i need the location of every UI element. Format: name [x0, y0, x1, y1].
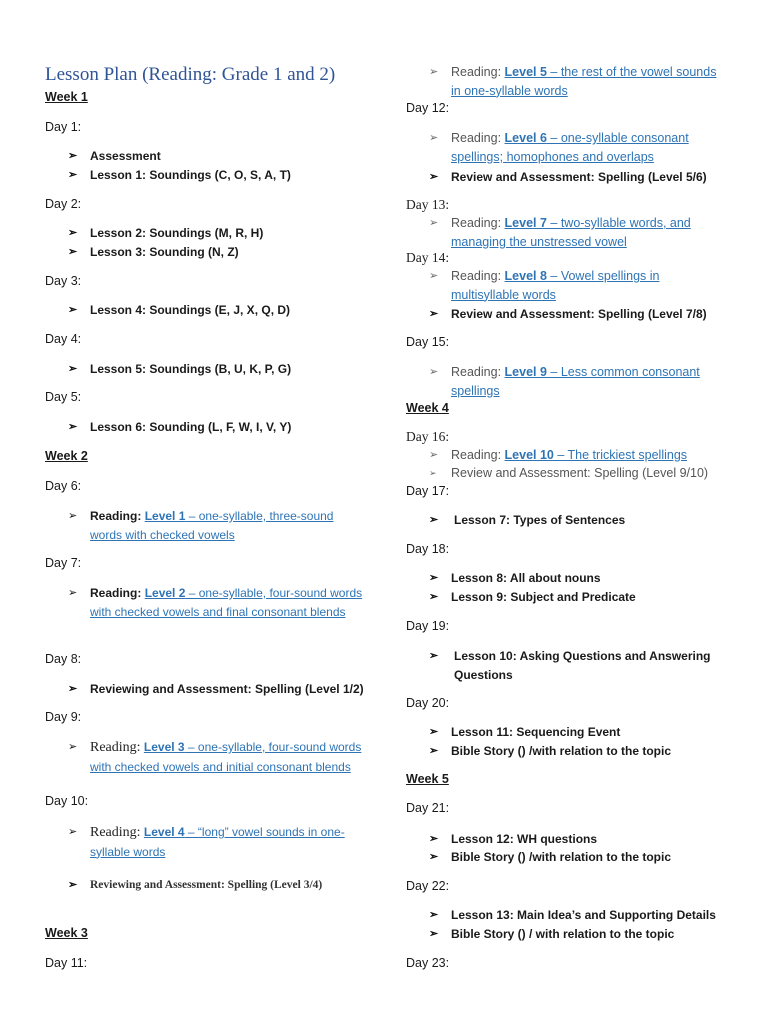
list-item: ➢ Reading: Level 9 – Less common consonant spellings [429, 365, 700, 398]
day-label: Day 10: [45, 794, 89, 808]
day-label: Day 3: [45, 274, 82, 288]
arrowhead-bullet-icon: ➢ [429, 650, 439, 662]
day-label: Day 21: [406, 801, 450, 815]
list-item: ➢ Lesson 8: All about nouns [429, 569, 729, 588]
day-label: Day 9: [45, 710, 82, 724]
list-item: ➢ Reading: Level 8 – Vowel spellings in multisyllable words [429, 269, 660, 302]
level-5-link[interactable]: Level 5 – the rest of the vowel sounds in one-syllable words [451, 65, 717, 98]
arrowhead-bullet-icon: ➢ [68, 150, 78, 162]
arrowhead-bullet-icon: ➢ [429, 468, 437, 478]
day-label: Day 17: [406, 484, 450, 498]
day-label: Day 20: [406, 696, 450, 710]
level-2-link[interactable]: Level 2 – one-syllable, four-sound words with checked vowels and final consonant blends [90, 586, 363, 619]
arrowhead-bullet-icon: ➢ [429, 928, 439, 940]
list-item: ➢ Reading: Level 6 – one-syllable consonant spellings; homophones and overlaps [429, 131, 689, 164]
arrowhead-bullet-icon: ➢ [429, 909, 439, 921]
arrowhead-bullet-icon: ➢ [429, 591, 439, 603]
arrowhead-bullet-icon: ➢ [68, 587, 78, 599]
list-item: ➢ Reading: Level 7 – two-syllable words, and managing the unstressed vowel [429, 216, 691, 249]
arrowhead-bullet-icon: ➢ [429, 726, 439, 738]
arrowhead-bullet-icon: ➢ [68, 741, 78, 753]
level-6-link[interactable]: Level 6 – one-syllable consonant spellings; homophones and overlaps [451, 131, 689, 164]
arrowhead-bullet-icon: ➢ [68, 683, 78, 695]
list-item: ➢ Reading: Level 1 – one-syllable, three-sound words with checked vowels [68, 509, 334, 542]
day-label: Day 8: [45, 652, 82, 666]
list-item: ➢ Bible Story () / with relation to the topic [429, 925, 729, 944]
arrowhead-bullet-icon: ➢ [429, 514, 439, 526]
arrowhead-bullet-icon: ➢ [68, 363, 78, 375]
week-heading: Week 4 [406, 401, 449, 415]
list-item: ➢ Bible Story () /with relation to the topic [429, 848, 729, 867]
arrowhead-bullet-icon: ➢ [68, 304, 78, 316]
week-heading: Week 1 [45, 90, 88, 104]
level-1-link[interactable]: Level 1 – one-syllable, three-sound words with checked vowels [90, 509, 334, 542]
level-8-link[interactable]: Level 8 – Vowel spellings in multisyllable words [451, 269, 660, 302]
arrowhead-bullet-icon: ➢ [429, 171, 439, 183]
list-item: ➢ Lesson 5: Soundings (B, U, K, P, G) [68, 360, 368, 379]
arrowhead-bullet-icon: ➢ [429, 132, 439, 144]
day-label: Day 14: [406, 250, 450, 265]
day-label: Day 12: [406, 101, 450, 115]
list-item: ➢ Lesson 12: WH questions [429, 830, 729, 849]
day-label: Day 23: [406, 956, 450, 970]
level-3-link[interactable]: Level 3 – one-syllable, four-sound words with checked vowels and initial consonant blends [90, 740, 362, 774]
level-9-link[interactable]: Level 9 – Less common consonant spellings [451, 365, 700, 398]
list-item: ➢ Lesson 4: Soundings (E, J, X, Q, D) [68, 301, 368, 320]
arrowhead-bullet-icon: ➢ [429, 270, 439, 282]
arrowhead-bullet-icon: ➢ [429, 745, 439, 757]
week-heading: Week 2 [45, 449, 88, 463]
list-item: ➢ Lesson 9: Subject and Predicate [429, 588, 729, 607]
arrowhead-bullet-icon: ➢ [68, 826, 78, 838]
day-label: Day 22: [406, 879, 450, 893]
arrowhead-bullet-icon: ➢ [68, 246, 78, 258]
list-item: ➢ Bible Story () /with relation to the topic [429, 742, 729, 761]
day-label: Day 6: [45, 479, 82, 493]
arrowhead-bullet-icon: ➢ [429, 449, 439, 461]
list-item: ➢ Reviewing and Assessment: Spelling (Level 1/2) [68, 680, 368, 699]
day-label: Day 5: [45, 390, 82, 404]
day-label: Day 16: [406, 429, 450, 444]
arrowhead-bullet-icon: ➢ [68, 227, 78, 239]
page-title: Lesson Plan (Reading: Grade 1 and 2) [45, 64, 336, 85]
day-label: Day 18: [406, 542, 450, 556]
level-10-link[interactable]: Level 10 – The trickiest spellings [504, 448, 688, 462]
arrowhead-bullet-icon: ➢ [429, 833, 439, 845]
list-item: ➢ Lesson 1: Soundings (C, O, S, A, T) [68, 166, 368, 185]
list-item: ➢ Lesson 13: Main Idea’s and Supporting Details [429, 906, 739, 925]
list-item: ➢ Lesson 6: Sounding (L, F, W, I, V, Y) [68, 418, 368, 437]
arrowhead-bullet-icon: ➢ [68, 421, 78, 433]
day-label: Day 13: [406, 197, 450, 212]
week-heading: Week 3 [45, 926, 88, 940]
level-7-link[interactable]: Level 7 – two-syllable words, and managing the unstressed vowel [451, 216, 691, 249]
list-item: ➢ Lesson 10: Asking Questions and Answering Questions [429, 649, 711, 682]
day-label: Day 15: [406, 335, 450, 349]
level-4-link[interactable]: Level 4 – “long” vowel sounds in one-syllable words [90, 825, 345, 859]
day-label: Day 19: [406, 619, 450, 633]
arrowhead-bullet-icon: ➢ [68, 879, 78, 891]
list-item: ➢ Lesson 3: Sounding (N, Z) [68, 243, 368, 262]
day-label: Day 4: [45, 332, 82, 346]
arrowhead-bullet-icon: ➢ [68, 510, 78, 522]
arrowhead-bullet-icon: ➢ [429, 366, 439, 378]
arrowhead-bullet-icon: ➢ [429, 308, 439, 320]
arrowhead-bullet-icon: ➢ [429, 66, 439, 78]
list-item: ➢ Reading: Level 5 – the rest of the vowel sounds in one-syllable words [429, 65, 717, 98]
list-item: ➢ Lesson 7: Types of Sentences [429, 511, 729, 530]
list-item: ➢ Reading: Level 10 – The trickiest spellings [429, 446, 739, 465]
day-label: Day 11: [45, 956, 88, 970]
day-label: Day 7: [45, 556, 82, 570]
arrowhead-bullet-icon: ➢ [68, 169, 78, 181]
list-item: ➢ Assessment [68, 147, 368, 166]
list-item: ➢ Reading: Level 2 – one-syllable, four-sound words with checked vowels and final consonant blends [68, 586, 363, 619]
list-item: ➢ Review and Assessment: Spelling (Level 9/10) [429, 464, 739, 483]
list-item: ➢ Lesson 11: Sequencing Event [429, 723, 729, 742]
arrowhead-bullet-icon: ➢ [429, 217, 439, 229]
list-item: ➢ Review and Assessment: Spelling (Level 7/8) [429, 305, 729, 324]
list-item: ➢ Reviewing and Assessment: Spelling (Level 3/4) [68, 876, 368, 895]
list-item: ➢ Reading: Level 4 – “long” vowel sounds in one-syllable words [68, 825, 345, 859]
list-item: ➢ Lesson 2: Soundings (M, R, H) [68, 224, 368, 243]
day-label: Day 2: [45, 197, 82, 211]
list-item: ➢ Review and Assessment: Spelling (Level 5/6) [429, 168, 729, 187]
day-label: Day 1: [45, 120, 82, 134]
arrowhead-bullet-icon: ➢ [429, 851, 439, 863]
arrowhead-bullet-icon: ➢ [429, 572, 439, 584]
list-item: ➢ Reading: Level 3 – one-syllable, four-sound words with checked vowels and initial consonant blends [68, 740, 362, 774]
week-heading: Week 5 [406, 772, 449, 786]
